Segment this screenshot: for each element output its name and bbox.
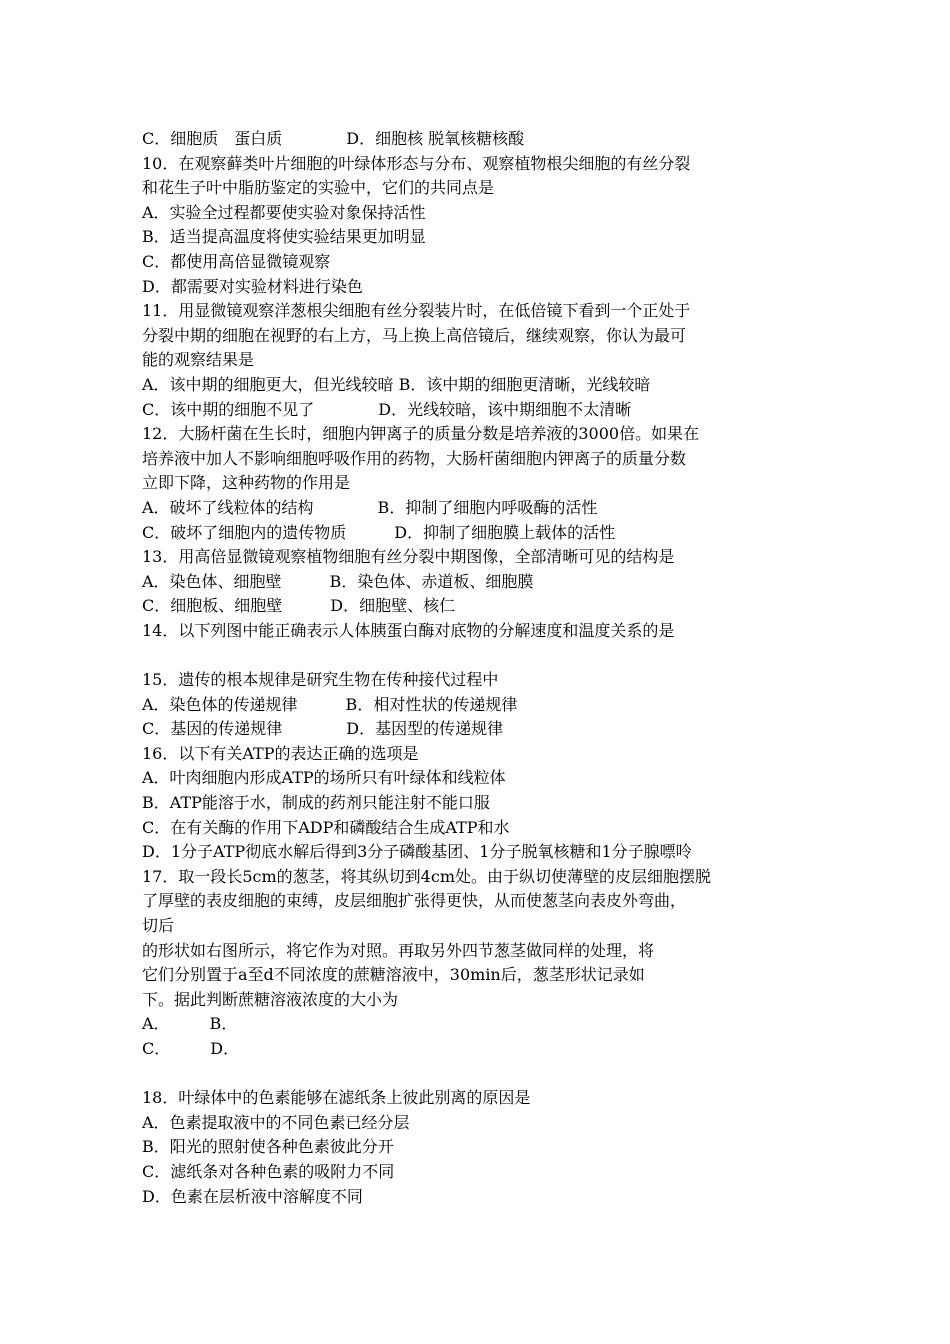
option-line: C．在有关酶的作用下ADP和磷酸结合生成ATP和水 [142,817,510,837]
question-11-stem: 11．用显微镜观察洋葱根尖细胞有丝分裂装片时，在低倍镜下看到一个正处于 [142,301,691,321]
text-line: 下。据此判断蔗糖溶液浓度的大小为 [142,989,399,1009]
option-line: C． D． [142,1038,240,1058]
option-line: D．都需要对实验材料进行染色 [142,276,363,296]
text-line: C．细胞质 蛋白质 D．细胞核 脱氧核糖核酸 [142,129,525,148]
text-line: 立即下降，这种药物的作用是 [142,473,351,493]
option-line: A．实验全过程都要使实验对象保持活性 [142,202,426,222]
question-18-stem: 18．叶绿体中的色素能够在滤纸条上彼此别离的原因是 [142,1088,531,1108]
option-line: A． B． [142,1014,238,1034]
text-line: 分裂中期的细胞在视野的右上方，马上换上高倍镜后，继续观察，你认为最可 [142,325,687,345]
text-line: 和花生子叶中脂肪鉴定的实验中，它们的共同点是 [142,178,495,198]
option-line: B．阳光的照射使各种色素彼此分开 [142,1137,394,1157]
document-page [142,127,812,1209]
question-16-stem: 16．以下有关ATP的表达正确的选项是 [142,743,419,763]
question-15-stem: 15．遗传的根本规律是研究生物在传种接代过程中 [142,670,499,690]
option-line: B．适当提高温度将使实验结果更加明显 [142,227,426,247]
option-line: A．该中期的细胞更大，但光线较暗 B．该中期的细胞更清晰，光线较暗 [142,374,651,394]
option-line: C．细胞板、细胞壁 D．细胞壁、核仁 [142,596,456,616]
question-13-stem: 13．用高倍显微镜观察植物细胞有丝分裂中期图像，全部清晰可见的结构是 [142,547,675,567]
text-line: 它们分别置于a至d不同浓度的蔗糖溶液中，30min后，葱茎形状记录如 [142,965,645,985]
text-line: 了厚壁的表皮细胞的束缚，皮层细胞扩张得更快，从而使葱茎向表皮外弯曲， [142,891,687,911]
option-line: B．ATP能溶于水，制成的药剂只能注射不能口服 [142,793,490,813]
question-14-stem: 14．以下列图中能正确表示人体胰蛋白酶对底物的分解速度和温度关系的是 [142,620,675,640]
option-line: D．色素在层析液中溶解度不同 [142,1186,363,1206]
option-line: A．色素提取液中的不同色素已经分层 [142,1112,410,1132]
text-line: 培养液中加人不影响细胞呼吸作用的药物，大肠杆菌细胞内钾离子的质量分数 [142,448,687,468]
question-17-stem: 17．取一段长5cm的葱茎，将其纵切到4cm处。由于纵切使薄壁的皮层细胞摆脱 [142,866,711,886]
blank-line [142,643,812,668]
text-line: 的形状如右图所示，将它作为对照。再取另外四节葱茎做同样的处理，将 [142,940,655,960]
option-line: A．叶肉细胞内形成ATP的场所只有叶绿体和线粒体 [142,768,506,788]
question-12-stem: 12．大肠杆菌在生长时，细胞内钾离子的质量分数是培养液的3000倍。如果在 [142,424,700,444]
text-line: 能的观察结果是 [142,350,255,370]
option-line: A．破坏了线粒体的结构 B．抑制了细胞内呼吸酶的活性 [142,497,598,517]
option-line: D．1分子ATP彻底水解后得到3分子磷酸基团、1分子脱氧核糖和1分子腺嘌呤 [142,842,692,862]
option-line: C．都使用高倍显微镜观察 [142,251,331,271]
option-line: C．滤纸条对各种色素的吸附力不同 [142,1161,395,1181]
option-line: A．染色体、细胞壁 B．染色体、赤道板、细胞膜 [142,571,534,591]
blank-line [142,1062,812,1087]
question-10-stem: 10．在观察藓类叶片细胞的叶绿体形态与分布、观察植物根尖细胞的有丝分裂 [142,153,691,173]
option-line: C．该中期的细胞不见了 D．光线较暗，该中期细胞不太清晰 [142,399,632,419]
text-line: 切后 [142,916,175,935]
option-line: C．破坏了细胞内的遗传物质 D．抑制了细胞膜上载体的活性 [142,522,616,542]
option-line: A．染色体的传递规律 B．相对性状的传递规律 [142,694,518,714]
option-line: C．基因的传递规律 D．基因型的传递规律 [142,719,504,739]
